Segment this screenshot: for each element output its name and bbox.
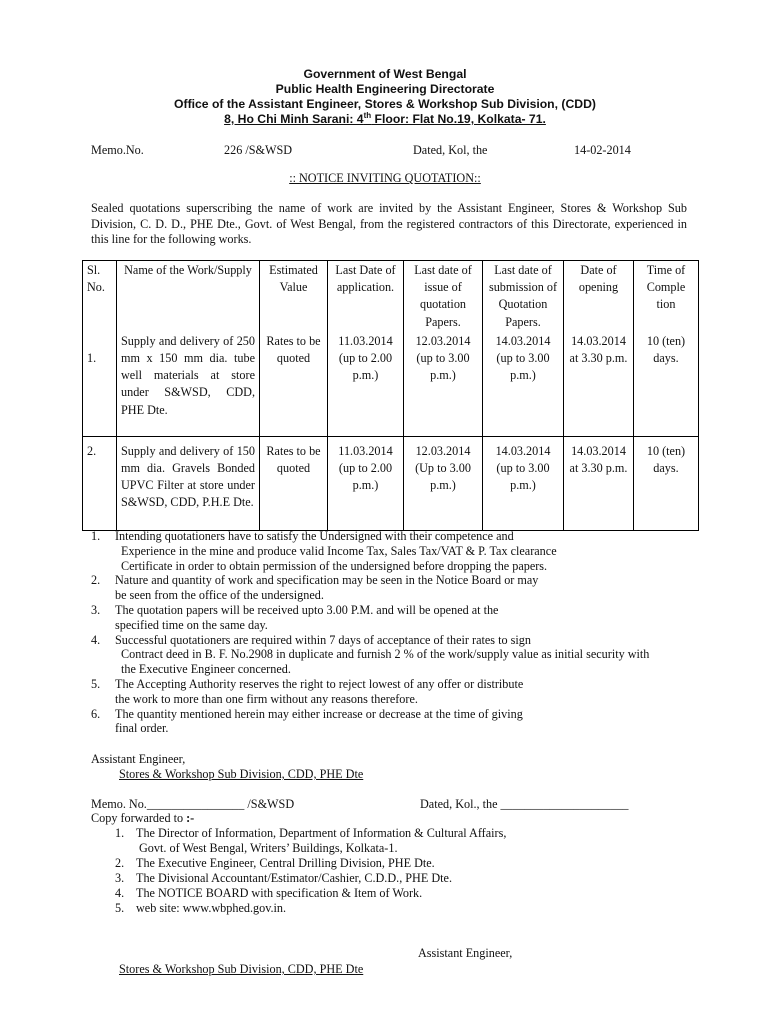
- works-table: [82, 260, 699, 531]
- signature-office: Stores & Workshop Sub Division, CDD, PHE Dte: [119, 767, 364, 781]
- header-date-opening: Date of opening: [564, 261, 634, 332]
- copy-forwarded-list: [91, 826, 691, 916]
- memo-dated-label: Dated, Kol, the: [413, 143, 488, 157]
- notice-title: :: NOTICE INVITING QUOTATION::: [289, 171, 481, 185]
- memo2-label: Memo. No.________________ /S&WSD: [91, 797, 295, 811]
- header-work: Name of the Work/Supply: [117, 261, 260, 332]
- memo-label: Memo.No.: [91, 143, 144, 157]
- header-office: Office of the Assistant Engineer, Stores & Workshop Sub Division, (CDD): [174, 97, 596, 111]
- copy-forwarded-label: Copy forwarded to :-: [91, 811, 195, 825]
- table-header-row: [83, 261, 699, 332]
- signature2-title: Assistant Engineer,: [418, 946, 513, 960]
- memo2-dated: Dated, Kol., the _____________________: [420, 797, 629, 811]
- table-row: 2. Supply and delivery of 150 mm dia. Gravels Bonded UPVC Filter at store under S&WSD, CDD, P.H.E Dte. Rates to be quoted 11.03.2014 (up to 2.00 p.m.) 12.03.2014 (Up to 3.00 p.m.) 14.03.2014 (up to 3.00 p.m.) 14.03.2014 at 3.30 p.m. 10 (ten) days.: [83, 436, 699, 530]
- conditions-list: [91, 529, 691, 736]
- intro-paragraph: Sealed quotations superscribing the name of work are invited by the Assistant Engineer, Stores & Workshop Sub Division, C. D. D., PHE Dte., Govt. of West Bengal, from the registered contractors of this Directorate, experienced in this line for the following works.: [91, 201, 687, 246]
- list-item: 6. The quantity mentioned herein may either increase or decrease at the time of giving final order.: [91, 706, 523, 736]
- header-address: 8, Ho Chi Minh Sarani: 4th Floor: Flat No.19, Kolkata- 71.: [224, 110, 546, 126]
- list-item: 1. The Director of Information, Department of Information & Cultural Affairs, Govt. of West Bengal, Writers’ Buildings, Kolkata-1.: [115, 826, 507, 855]
- list-item: 3. The quotation papers will be received upto 3.00 P.M. and will be opened at the specified time on the same day.: [91, 602, 499, 632]
- memo-number: 226 /S&WSD: [224, 143, 293, 157]
- header-directorate: Public Health Engineering Directorate: [275, 82, 495, 96]
- list-item: 1. Intending quotationers have to satisfy the Undersigned with their competence and Experience in the mine and produce valid Income Tax, Sales Tax/VAT & P. Tax clearance Certificate in order to obtain permission of the undersigned before dropping the papers.: [91, 529, 557, 573]
- list-item: 5. web site: www.wbphed.gov.in.: [115, 901, 287, 915]
- memo-date: 14-02-2014: [574, 143, 631, 157]
- list-item: 2. The Executive Engineer, Central Drilling Division, PHE Dte.: [115, 856, 435, 870]
- header-last-date-submission: Last date of submission of Quotation Papers.: [483, 261, 564, 332]
- signature-title: Assistant Engineer,: [91, 752, 186, 766]
- list-item: 3. The Divisional Accountant/Estimator/Cashier, C.D.D., PHE Dte.: [115, 871, 452, 885]
- header-last-date-issue: Last date of issue of quotation Papers.: [404, 261, 483, 332]
- header-completion: Time of Comple tion: [634, 261, 699, 332]
- header-government: Government of West Bengal: [303, 67, 467, 81]
- signature2-office: Stores & Workshop Sub Division, CDD, PHE Dte: [119, 962, 364, 976]
- list-item: 4. The NOTICE BOARD with specification & Item of Work.: [115, 886, 423, 900]
- list-item: 2. Nature and quantity of work and specification may be seen in the Notice Board or may be seen from the office of the undersigned.: [91, 573, 539, 603]
- header-value: Estimated Value: [260, 261, 328, 332]
- header-last-date-application: Last Date of application.: [328, 261, 404, 332]
- table-row: 1. Supply and delivery of 250 mm x 150 mm dia. tube well materials at store under S&WSD, CDD, PHE Dte. Rates to be quoted 11.03.2014 (up to 2.00 p.m.) 12.03.2014 (up to 3.00 p.m.) 14.03.2014 (up to 3.00 p.m.) 14.03.2014 at 3.30 p.m. 10 (ten) days.: [83, 332, 699, 437]
- list-item: 5. The Accepting Authority reserves the right to reject lowest of any offer or distribute the work to more than one firm without any reasons therefore.: [91, 676, 524, 706]
- list-item: 4. Successful quotationers are required within 7 days of acceptance of their rates to sign Contract deed in B. F. No.2908 in duplicate and furnish 2 % of the work/supply value as initial security with the Executive Engineer concerned.: [91, 632, 650, 677]
- header-sl: Sl. No.: [83, 261, 117, 332]
